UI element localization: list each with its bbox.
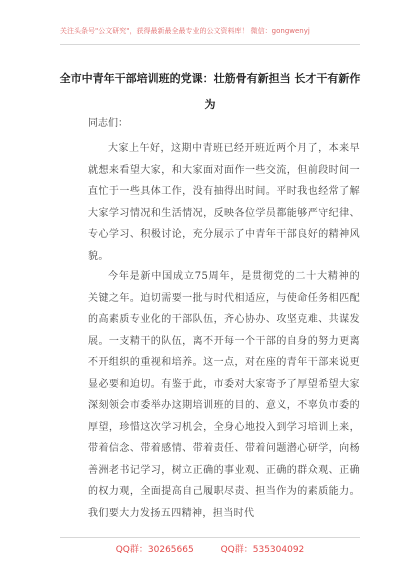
paragraph-2: 今年是新中国成立75周年，是贯彻党的二十大精神的关键之年。迫切需要一批与时代相适应，与使命任务相匹配的高素质专业化的干部队伍，齐心协办、攻坚克难、共谋发展。一支精干的队伍，离不开每一个干部的自身的努力更离不开组织的重视和培养。这一点，对在座的青年干部来说更显必要和迫切。有鉴于此，市委对大家寄予了厚望希望大家深刻领会市委举办这期培训班的目的、意义，不辜负市委的厚望，珍惜这次学习机会，全身心地投入到学习培训上来，带着信念、带着感情、带着责任、带着问题潜心研学，向杨善洲老书记学习，树立正确的事业观、正确的群众观、正确的权力观，全面提高自己履职尽责、担当作为的素质能力。我们要大力发扬五四精神，担当时代 xyxy=(88,271,360,519)
paragraph-1: 大家上午好，这期中青班已经开班近两个月了，本来早就想来看望大家，和大家面对面作一些交流，但前段时间一直忙于一些具体工作，没有抽得出时间。平时我也经常了解大家学习情况和生活情况，反映各位学员都能够严守纪律、专心学习、积极讨论，充分展示了中青年干部良好的精神风貌。 xyxy=(88,143,360,262)
salutation: 同志们： xyxy=(88,118,128,129)
footer-qq-group-2: QQ群：535304092 xyxy=(220,545,305,555)
footer-qq-group-1: QQ群：30265665 xyxy=(115,545,194,555)
header-divider xyxy=(60,44,360,45)
footer-contacts xyxy=(60,542,360,555)
footer-divider xyxy=(60,537,360,538)
document-title: 全市中青年干部培训班的党课：壮筋骨有新担当 长才干有新作为 xyxy=(59,72,361,111)
header-promo: 关注头条号"公文研究"，获得最新最全最专业的公文资料库！ 微信：gongwenyj xyxy=(60,27,310,35)
